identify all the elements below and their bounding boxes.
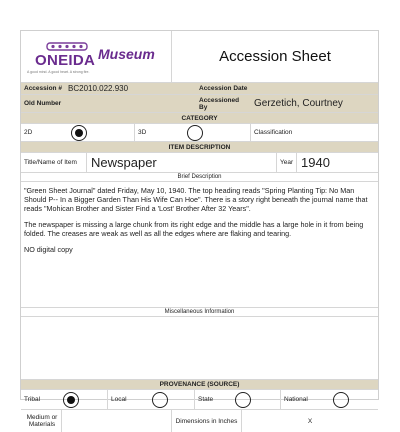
- accession-sheet: [20, 30, 379, 428]
- option-2d-radio[interactable]: [71, 124, 91, 141]
- brief-description-label: Brief Description: [177, 174, 222, 180]
- museum-label: Museum: [98, 46, 155, 62]
- misc-info-label: Miscellaneous Information: [164, 309, 235, 315]
- misc-info-label-row: [21, 308, 378, 317]
- option-2d-label: 2D: [24, 129, 33, 136]
- materials-label: Medium or Materials: [26, 414, 58, 428]
- category-options-row: [21, 124, 378, 142]
- misc-info-body[interactable]: [21, 317, 378, 380]
- option-3d-radio[interactable]: [187, 124, 207, 141]
- sheet-title: Accession Sheet: [219, 48, 331, 65]
- accession-date-value[interactable]: [254, 83, 378, 94]
- materials-value[interactable]: [61, 410, 171, 432]
- item-description-heading-row: [21, 142, 378, 153]
- option-local-label: Local: [107, 390, 147, 409]
- title-label: Title/Name of Item: [24, 159, 77, 166]
- classification-label: Classification: [250, 124, 310, 141]
- year-value[interactable]: 1940: [296, 153, 378, 172]
- provenance-options-row: [21, 390, 378, 410]
- description-paragraph-3: NO digital copy: [24, 245, 73, 254]
- radio-dot-icon: [75, 129, 83, 137]
- option-national-label: National: [280, 390, 330, 409]
- old-number-row: [21, 95, 378, 113]
- dimensions-value[interactable]: [241, 410, 378, 432]
- radio-2d-selected-icon: [71, 125, 87, 141]
- old-number-label: Old Number: [24, 100, 62, 107]
- option-3d-label: 3D: [134, 124, 174, 141]
- dimensions-label: Dimensions in Inches: [171, 410, 241, 432]
- accessioned-by-label: Accessioned By: [199, 96, 240, 111]
- accession-date-label: Accession Date: [199, 85, 248, 92]
- brief-description-body[interactable]: [21, 182, 378, 308]
- year-label: Year: [276, 153, 296, 172]
- accession-number-value[interactable]: BC2010.022.930: [68, 84, 129, 93]
- materials-row: [21, 410, 378, 432]
- title-value[interactable]: Newspaper: [86, 153, 276, 172]
- description-paragraph-2: The newspaper is missing a large chunk from its right edge and the middle has a large hole in it from being folded. The creases are weak as well as all the edges where are flaking and tearing.: [24, 220, 364, 238]
- option-tribal-label: Tribal: [24, 396, 41, 403]
- option-state-label: State: [194, 390, 234, 409]
- logo-text: ONEIDA: [35, 51, 96, 69]
- header-row: [21, 31, 378, 83]
- logo-tagline: A good mind. A good heart. A strong fire.: [27, 69, 90, 74]
- item-description-heading: ITEM DESCRIPTION: [168, 143, 231, 151]
- oneida-logo-icon: [45, 40, 89, 52]
- description-paragraph-1: "Green Sheet Journal" dated Friday, May 10, 1940. The top heading reads "Spring Planting Tip: No Man Should P-- In a Bigger Garden Than His Wife Can Hoe". There is a story right beneath the journal name that reads "Mohican Brother and Sister Find a 'Lost' Brother After 32 Years".: [24, 186, 368, 213]
- accession-number-row: [21, 83, 378, 95]
- provenance-heading: PROVENANCE (SOURCE): [159, 381, 240, 388]
- old-number-value[interactable]: [94, 95, 196, 112]
- category-heading: CATEGORY: [181, 114, 218, 122]
- logo-cell: [21, 31, 171, 82]
- sheet-title-cell: [171, 31, 378, 82]
- radio-3d-unselected-icon: [187, 125, 203, 141]
- dimensions-separator: X: [307, 417, 313, 425]
- category-heading-row: [21, 113, 378, 124]
- brief-description-label-row: [21, 173, 378, 182]
- classification-value[interactable]: [310, 124, 378, 141]
- accession-number-label: Accession #: [24, 85, 62, 92]
- provenance-heading-row: [21, 380, 378, 390]
- accessioned-by-value[interactable]: Gerzetich, Courtney: [254, 98, 343, 109]
- title-row: [21, 153, 378, 173]
